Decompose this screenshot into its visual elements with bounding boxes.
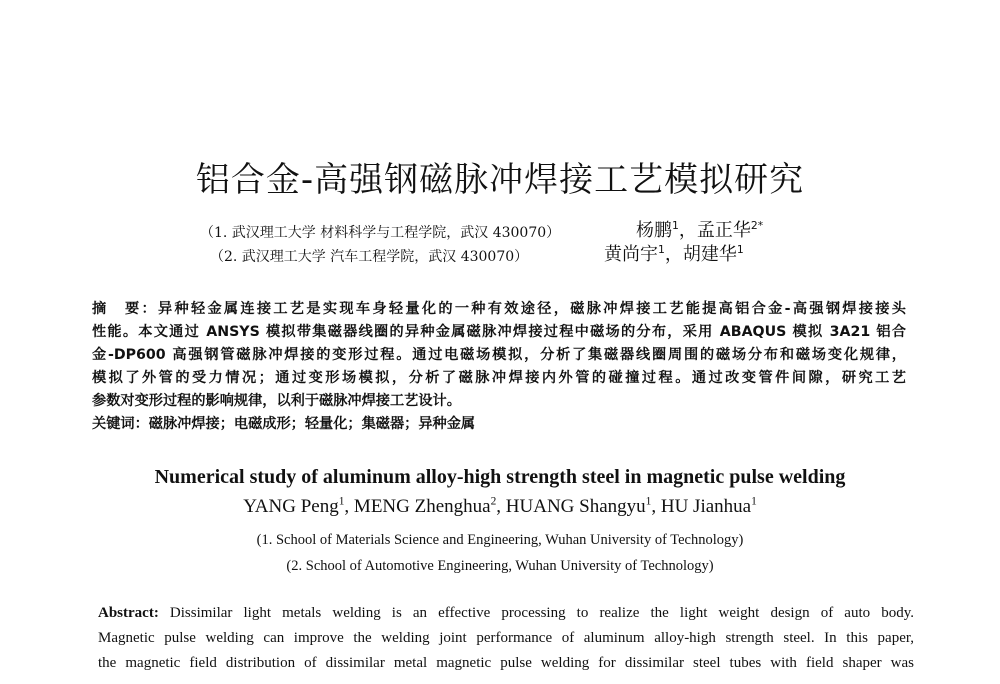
abstract-en-line: Magnetic pulse welding can improve the welding joint performance of aluminum alloy-high strength steel. In this paper, [98,630,914,646]
author-sup: 1 [736,243,744,256]
author-sup: 1 [658,243,665,256]
author-sup: 1 [338,495,345,508]
abstract-en-text: Dissimilar light metals welding is an effective processing to realize the light weight design of auto body. [158,605,914,621]
affiliation-en-2: (2. School of Automotive Engineering, Wuhan University of Technology) [286,558,714,574]
abstract-cn-line: 模拟了外管的受力情况；通过变形场模拟，分析了磁脉冲焊接内外管的碰撞过程。通过改变管件间隙，研究工艺 [92,370,906,386]
abstract-en-label: Abstract: [98,605,159,621]
abstract-en-line [98,605,914,622]
affiliation-en-1: (1. School of Materials Science and Engineering, Wuhan University of Technology) [256,532,744,548]
author-name: MENG Zhenghua [353,496,491,517]
author-sup: 1 [751,495,757,508]
author-name: HUANG Shangyu [505,496,646,517]
abstract-en-line: the magnetic field distribution of dissimilar metal magnetic pulse welding for dissimilar steel tubes with field shaper was [98,655,914,671]
abstract-cn-label: 摘 要： [92,301,158,317]
author-name: YANG Peng [243,496,339,517]
paper-title-en: Numerical study of aluminum alloy-high strength steel in magnetic pulse welding [154,466,846,488]
abstract-cn-line: 金-DP600 高强钢管磁脉冲焊接的变形过程。通过电磁场模拟，分析了集磁器线圈周围的磁场分布和磁场变化规律， [92,347,906,363]
keywords-cn-label: 关键词： [92,416,149,432]
author-name: 杨鹏 [636,220,672,241]
abstract-cn-line [92,298,906,318]
author-sup: 1 [672,219,679,232]
authors-cn-2: 黄尚宇$^1$，胡建华$^1$ [604,243,744,265]
author-sup: 2 [490,495,497,508]
abstract-cn-line: 参数对变形过程的影响规律，以利于磁脉冲焊接工艺设计。 [92,393,461,409]
abstract-cn-line: 性能。本文通过 ANSYS 模拟带集磁器线圈的异种金属磁脉冲焊接过程中磁场的分布，采用 ABAQUS 模拟 3A21 铝合 [92,324,906,340]
authors-en: YANG Peng$^1$, MENG Zhenghua$^2$, HUANG Shangyu$^1$, HU Jianhua$^1$ [243,495,757,517]
author-name: HU Jianhua [660,496,752,517]
abstract-cn-text: 异种轻金属连接工艺是实现车身轻量化的一种有效途径，磁脉冲焊接工艺能提高铝合金-高强钢焊接接头 [157,301,906,317]
author-sup: 1 [645,495,652,508]
affiliation-cn-2: （2. 武汉理工大学 汽车工程学院，武汉 430070） [210,249,529,265]
affiliation-cn-1: （1. 武汉理工大学 材料科学与工程学院，武汉 430070） [200,225,561,241]
author-name: 黄尚宇 [604,244,658,265]
author-sup: 2* [750,219,764,232]
keywords-cn [92,413,906,433]
author-name: 孟正华 [696,220,751,241]
paper-title-cn: 铝合金-高强钢磁脉冲焊接工艺模拟研究 [195,160,805,200]
keywords-cn-text: 磁脉冲焊接；电磁成形；轻量化；集磁器；异种金属 [148,416,476,432]
authors-cn-1: 杨鹏$^1$，孟正华$^{2*}$ [636,219,764,241]
author-name: 胡建华 [682,244,737,265]
